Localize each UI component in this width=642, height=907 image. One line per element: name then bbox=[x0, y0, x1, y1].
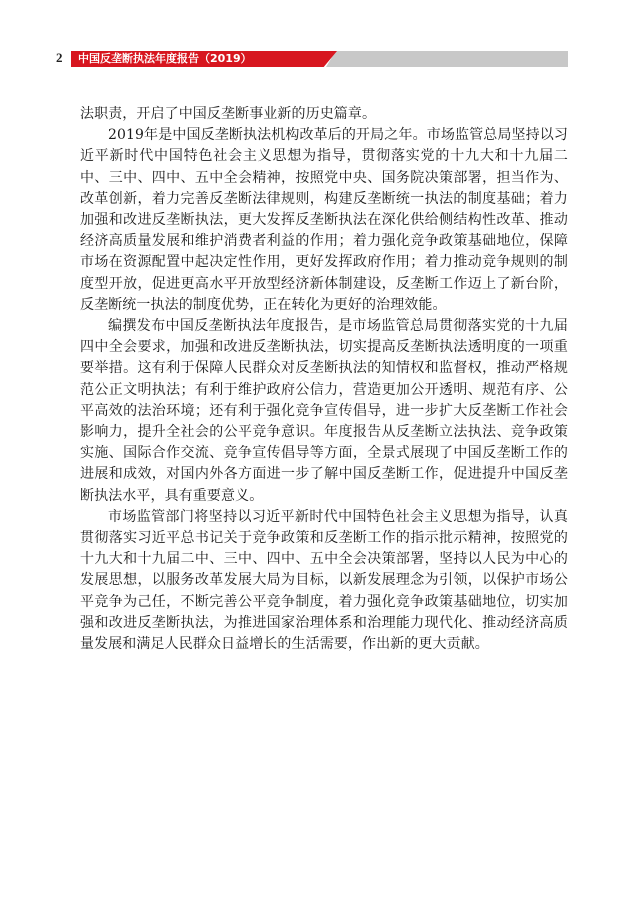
running-header bbox=[56, 51, 568, 67]
header-gray-band bbox=[326, 51, 568, 67]
page-number: 2 bbox=[56, 50, 63, 65]
paragraph-2019-overview: 2019年是中国反垄断执法机构改革后的开局之年。市场监管总局坚持以习近平新时代中国特色社会主义思想为指导，贯彻落实党的十九大和十九届二中、三中、四中、五中全会精神，按照党中央、国务院决策部署，担当作为、改革创新，着力完善反垄断法律规则，构建反垄断统一执法的制度基础；着力加强和改进反垄断执法，更大发挥反垄断执法在深化供给侧结构性改革、推动经济高质量发展和维护消费者利益的作用；着力强化竞争政策基础地位，保障市场在资源配置中起决定性作用，更好发挥政府作用；着力推动竞争规则的制度型开放，促进更高水平开放型经济新体制建设，反垄断工作迈上了新台阶，反垄断统一执法的制度优势，正在转化为更好的治理效能。 bbox=[80, 127, 568, 313]
body-text bbox=[80, 104, 568, 655]
paragraph-continuation: 法职责，开启了中国反垄断事业新的历史篇章。 bbox=[80, 106, 377, 122]
paragraph-report-purpose: 编撰发布中国反垄断执法年度报告，是市场监管总局贯彻落实党的十九届四中全会要求，加强和改进反垄断执法，切实提高反垄断执法透明度的一项重要举措。这有利于保障人民群众对反垄断执法的知情权和监督权，推动严格规范公正文明执法；有利于维护政府公信力，营造更加公开透明、规范有序、公平高效的法治环境；还有利于强化竞争宣传倡导，进一步扩大反垄断工作社会影响力，提升全社会的公平竞争意识。年度报告从反垄断立法执法、竞争政策实施、国际合作交流、竞争宣传倡导等方面，全景式展现了中国反垄断工作的进展和成效，对国内外各方面进一步了解中国反垄断工作，促进提升中国反垄断执法水平，具有重要意义。 bbox=[80, 318, 568, 504]
paragraph-future-work: 市场监管部门将坚持以习近平新时代中国特色社会主义思想为指导，认真贯彻落实习近平总书记关于竞争政策和反垄断工作的指示批示精神，按照党的十九大和十九届二中、三中、四中、五中全会决策部署，坚持以人民为中心的发展思想，以服务改革发展大局为目标，以新发展理念为引领，以保护市场公平竞争为己任，不断完善公平竞争制度，着力强化竞争政策基础地位，切实加强和改进反垄断执法，为推进国家治理体系和治理能力现代化、推动经济高质量发展和满足人民群众日益增长的生活需要，作出新的更大贡献。 bbox=[80, 508, 568, 653]
report-title: 中国反垄断执法年度报告（2019） bbox=[78, 52, 252, 65]
